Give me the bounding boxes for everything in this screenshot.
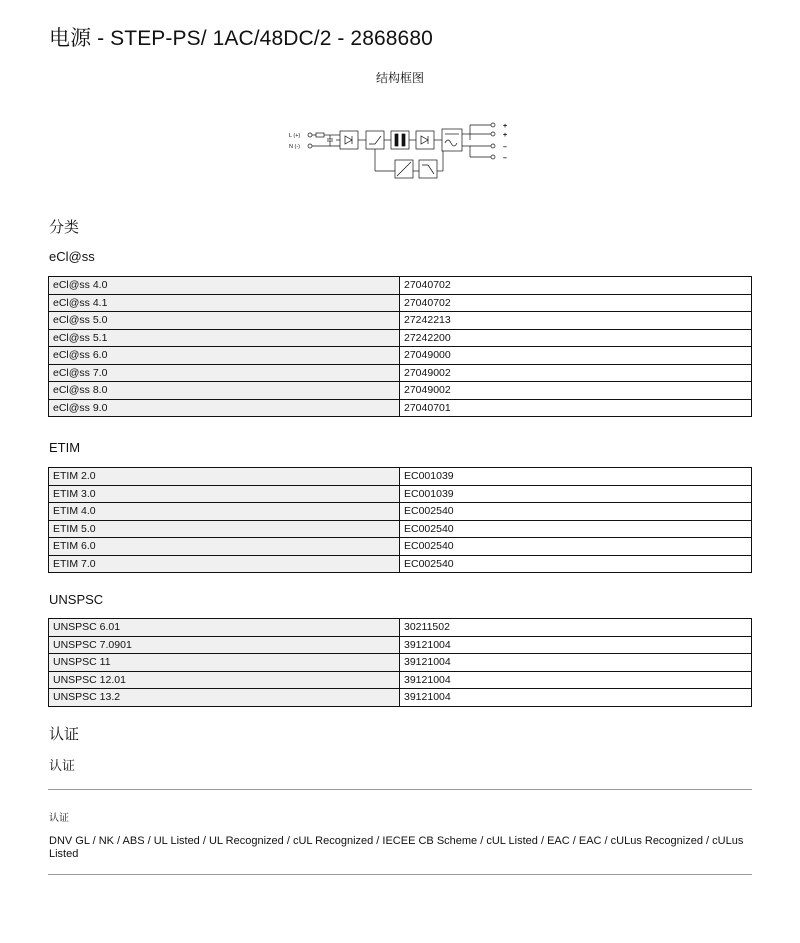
eclass-table bbox=[48, 276, 752, 417]
row-value: EC002540 bbox=[400, 520, 752, 538]
row-value: EC001039 bbox=[400, 468, 752, 486]
table-row bbox=[49, 329, 752, 347]
output-label-3: – bbox=[503, 144, 507, 151]
row-key: eCl@ss 9.0 bbox=[49, 399, 400, 417]
row-key: ETIM 6.0 bbox=[49, 538, 400, 556]
table-row bbox=[49, 689, 752, 707]
output-label-4: – bbox=[503, 155, 507, 162]
output-label-1: + bbox=[503, 123, 508, 130]
table-row bbox=[49, 654, 752, 672]
table-row bbox=[49, 312, 752, 330]
row-key: ETIM 4.0 bbox=[49, 503, 400, 521]
certification-list: DNV GL / NK / ABS / UL Listed / UL Recognized / cUL Recognized / IECEE CB Scheme / cUL Listed / EAC / EAC / cULus Recognized / cULus Listed bbox=[49, 835, 744, 860]
table-row bbox=[49, 364, 752, 382]
row-key: ETIM 7.0 bbox=[49, 555, 400, 573]
row-key: ETIM 5.0 bbox=[49, 520, 400, 538]
row-value: EC002540 bbox=[400, 503, 752, 521]
row-value: 30211502 bbox=[400, 619, 752, 637]
row-value: 27049000 bbox=[400, 347, 752, 365]
row-key: eCl@ss 5.1 bbox=[49, 329, 400, 347]
row-value: 27242200 bbox=[400, 329, 752, 347]
row-key: ETIM 3.0 bbox=[49, 485, 400, 503]
classification-heading: 分类 bbox=[49, 219, 80, 236]
row-value: EC002540 bbox=[400, 538, 752, 556]
table-row bbox=[49, 277, 752, 295]
row-key: eCl@ss 4.0 bbox=[49, 277, 400, 295]
input-label-n: N (-) bbox=[289, 144, 300, 150]
row-value: 27040702 bbox=[400, 277, 752, 295]
unspsc-table bbox=[48, 618, 752, 707]
row-key: eCl@ss 5.0 bbox=[49, 312, 400, 330]
diagram-title: 结构框图 bbox=[375, 71, 424, 85]
row-key: ETIM 2.0 bbox=[49, 468, 400, 486]
table-row bbox=[49, 347, 752, 365]
table-row bbox=[49, 636, 752, 654]
table-row bbox=[49, 485, 752, 503]
table-row bbox=[49, 468, 752, 486]
certification-label: 认证 bbox=[49, 813, 69, 824]
row-key: UNSPSC 13.2 bbox=[49, 689, 400, 707]
etim-table bbox=[48, 467, 752, 573]
row-value: EC001039 bbox=[400, 485, 752, 503]
row-value: EC002540 bbox=[400, 555, 752, 573]
table-row bbox=[49, 619, 752, 637]
row-key: eCl@ss 8.0 bbox=[49, 382, 400, 400]
table-row bbox=[49, 294, 752, 312]
certification-subheading: 认证 bbox=[49, 758, 76, 773]
row-value: 27040701 bbox=[400, 399, 752, 417]
table-row bbox=[49, 520, 752, 538]
row-value: 39121004 bbox=[400, 671, 752, 689]
row-key: UNSPSC 6.01 bbox=[49, 619, 400, 637]
row-value: 39121004 bbox=[400, 654, 752, 672]
row-value: 39121004 bbox=[400, 636, 752, 654]
row-value: 27040702 bbox=[400, 294, 752, 312]
row-key: eCl@ss 7.0 bbox=[49, 364, 400, 382]
table-row bbox=[49, 382, 752, 400]
table-row bbox=[49, 503, 752, 521]
divider bbox=[48, 874, 752, 875]
output-label-2: + bbox=[503, 132, 508, 139]
row-key: UNSPSC 12.01 bbox=[49, 671, 400, 689]
table-row bbox=[49, 671, 752, 689]
row-key: eCl@ss 4.1 bbox=[49, 294, 400, 312]
input-label-l: L (+) bbox=[289, 133, 301, 139]
table-row bbox=[49, 538, 752, 556]
row-value: 27049002 bbox=[400, 364, 752, 382]
row-key: eCl@ss 6.0 bbox=[49, 347, 400, 365]
divider bbox=[48, 789, 752, 790]
unspsc-heading: UNSPSC bbox=[49, 592, 104, 607]
table-row bbox=[49, 555, 752, 573]
row-value: 27242213 bbox=[400, 312, 752, 330]
row-value: 27049002 bbox=[400, 382, 752, 400]
etim-heading: ETIM bbox=[49, 440, 81, 455]
certification-heading: 认证 bbox=[49, 726, 80, 743]
block-diagram bbox=[285, 118, 520, 182]
row-key: UNSPSC 11 bbox=[49, 654, 400, 672]
page-title: 电源 - STEP-PS/ 1AC/48DC/2 - 2868680 bbox=[49, 27, 433, 50]
row-key: UNSPSC 7.0901 bbox=[49, 636, 400, 654]
eclass-heading: eCl@ss bbox=[49, 249, 95, 264]
table-row bbox=[49, 399, 752, 417]
row-value: 39121004 bbox=[400, 689, 752, 707]
